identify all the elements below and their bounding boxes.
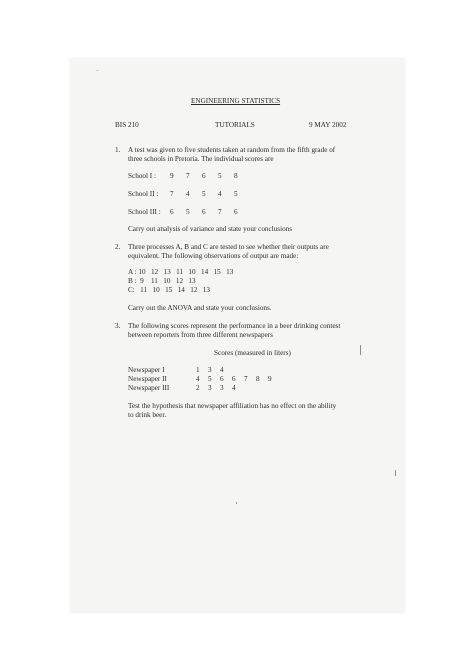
q3-value: 3 bbox=[208, 366, 212, 374]
q3-value: 4 bbox=[220, 366, 224, 374]
q3-value: 3 bbox=[220, 384, 224, 392]
q1-number: 1. bbox=[115, 146, 121, 154]
q3-value: 6 bbox=[220, 375, 224, 383]
q3-row-newspaper-3-label: Newspaper III bbox=[128, 384, 170, 392]
scan-mark bbox=[236, 502, 237, 504]
q2-row-c: C: 11 10 15 14 12 13 bbox=[128, 286, 210, 294]
q3-value: 4 bbox=[232, 384, 236, 392]
q3-value: 5 bbox=[208, 375, 212, 383]
q3-row-newspaper-2-label: Newspaper II bbox=[128, 375, 167, 383]
q1-value: 8 bbox=[234, 172, 238, 180]
document-title: ENGINEERING STATISTICS bbox=[191, 97, 281, 105]
q3-table-caption: Scores (measured in liters) bbox=[214, 349, 291, 357]
q1-value: 7 bbox=[170, 190, 174, 198]
q1-row-school-2-label: School II : bbox=[128, 190, 159, 198]
q1-value: 5 bbox=[234, 190, 238, 198]
q3-value: 9 bbox=[268, 375, 272, 383]
q2-row-b: B : 9 11 10 12 13 bbox=[128, 277, 196, 285]
q2-text-line2: equivalent. The following observations of output are made: bbox=[128, 252, 299, 260]
q3-instruction-line2: to drink beer. bbox=[128, 411, 167, 419]
scan-mark bbox=[360, 345, 361, 355]
q1-text-line2: three schools in Pretoria. The individual scores are bbox=[128, 155, 274, 163]
q3-value: 3 bbox=[208, 384, 212, 392]
document-subtitle: TUTORIALS bbox=[215, 121, 255, 129]
q3-text-line1: The following scores represent the performance in a beer drinking contest bbox=[128, 322, 341, 330]
scan-mark bbox=[96, 70, 99, 71]
q3-value: 7 bbox=[244, 375, 248, 383]
q1-value: 6 bbox=[202, 172, 206, 180]
q3-number: 3. bbox=[115, 322, 121, 330]
q1-value: 5 bbox=[202, 190, 206, 198]
q1-value: 7 bbox=[218, 208, 222, 216]
q1-value: 4 bbox=[218, 190, 222, 198]
q2-instruction: Carry out the ANOVA and state your conclusions. bbox=[128, 304, 272, 312]
q2-number: 2. bbox=[115, 243, 121, 251]
q1-text-line1: A test was given to five students taken at random from the fifth grade of bbox=[128, 146, 336, 154]
q3-value: 1 bbox=[196, 366, 200, 374]
q1-value: 6 bbox=[234, 208, 238, 216]
q1-value: 6 bbox=[202, 208, 206, 216]
q1-value: 9 bbox=[170, 172, 174, 180]
course-code: BIS 210 bbox=[115, 121, 139, 129]
scan-mark bbox=[395, 470, 396, 476]
q3-value: 2 bbox=[196, 384, 200, 392]
q3-value: 6 bbox=[232, 375, 236, 383]
q3-row-newspaper-1-label: Newspaper I bbox=[128, 366, 165, 374]
q1-value: 7 bbox=[186, 172, 190, 180]
q3-value: 4 bbox=[196, 375, 200, 383]
q3-text-line2: between reporters from three different newspapers bbox=[128, 331, 273, 339]
q1-value: 5 bbox=[218, 172, 222, 180]
q1-value: 5 bbox=[186, 208, 190, 216]
q1-instruction: Carry out analysis of variance and state your conclusions bbox=[128, 225, 293, 233]
q2-row-a: A : 10 12 13 11 10 14 15 13 bbox=[128, 268, 234, 276]
q1-value: 4 bbox=[186, 190, 190, 198]
q1-row-school-3-label: School III : bbox=[128, 208, 161, 216]
document-date: 9 MAY 2002 bbox=[309, 121, 347, 129]
q2-text-line1: Three processes A, B and C are tested to see whether their outputs are bbox=[128, 243, 329, 251]
q3-instruction-line1: Test the hypothesis that newspaper affiliation has no effect on the ability bbox=[128, 402, 337, 410]
q1-value: 6 bbox=[170, 208, 174, 216]
q3-value: 8 bbox=[256, 375, 260, 383]
q1-row-school-1-label: School I : bbox=[128, 172, 156, 180]
